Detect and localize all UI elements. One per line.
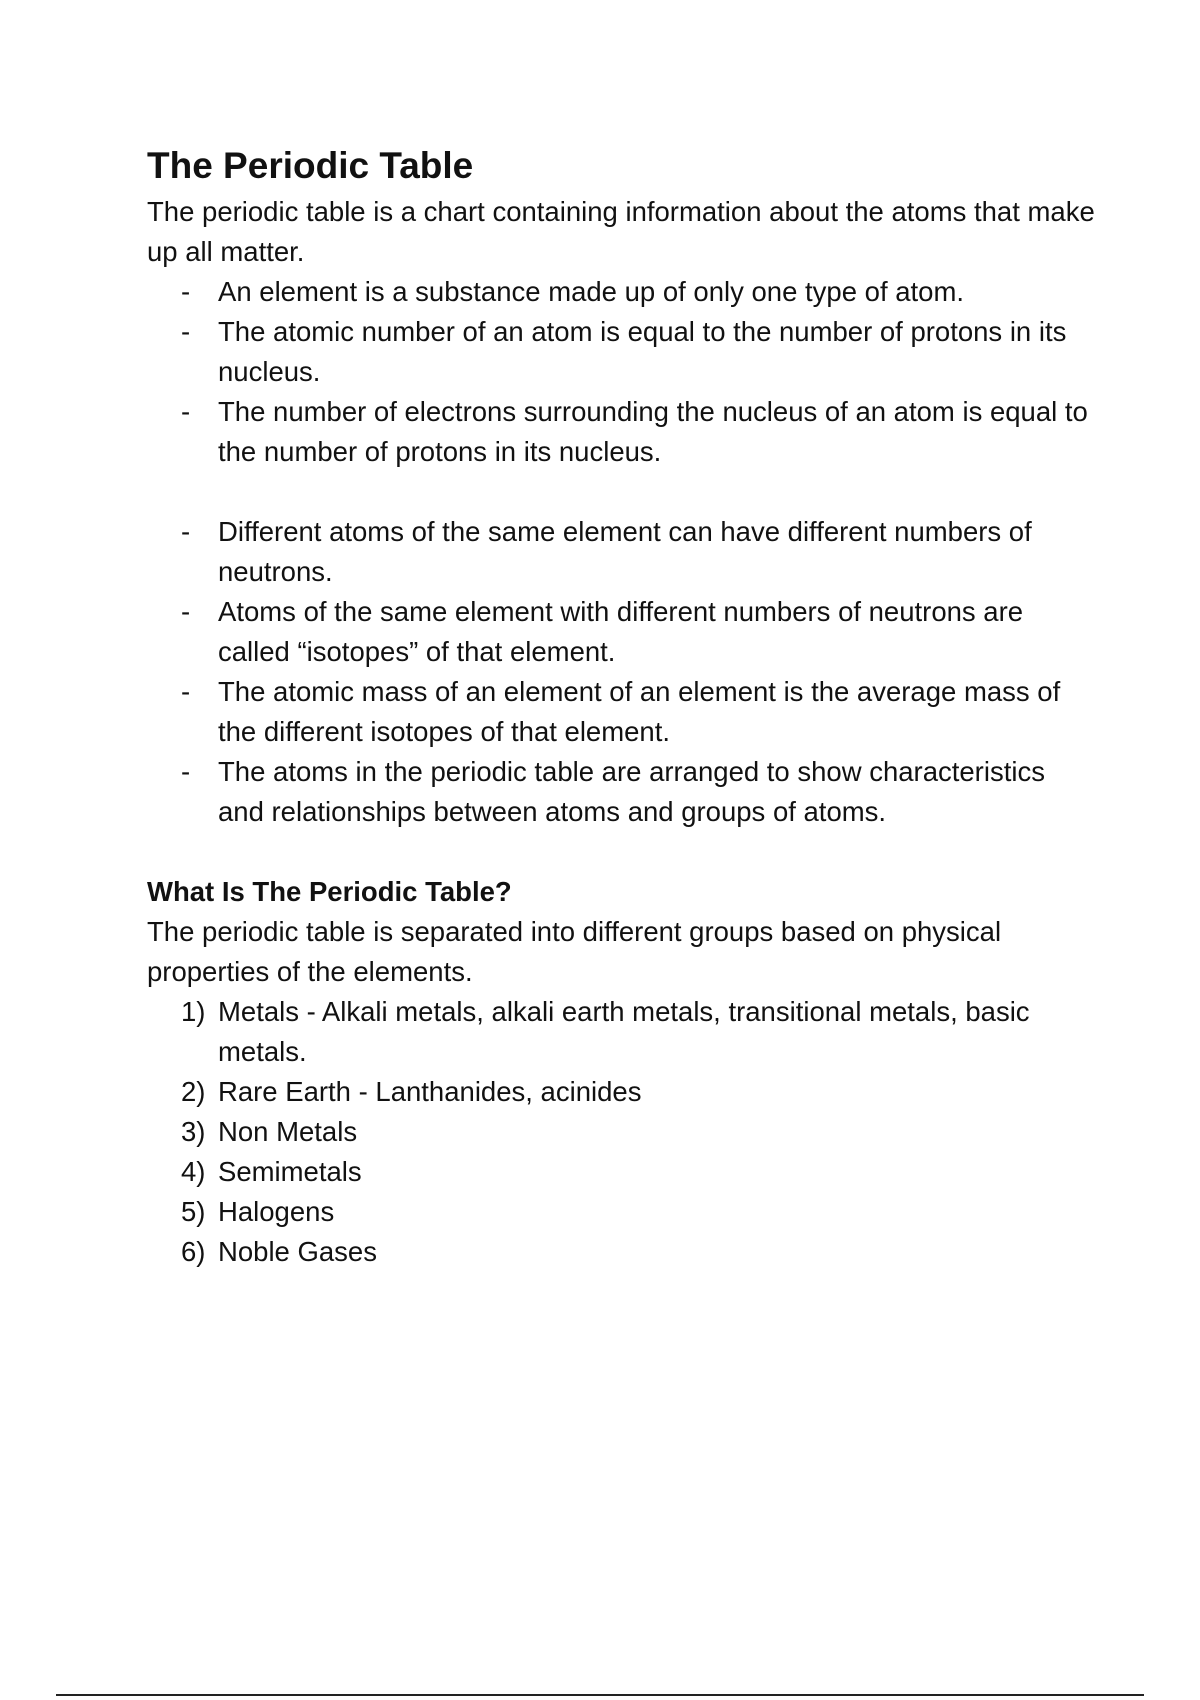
dash-marker: - <box>181 676 191 707</box>
list-item-text: Different atoms of the same element can have different numbers of neutrons. <box>218 516 1032 587</box>
dash-marker: - <box>181 516 191 547</box>
dash-marker: - <box>181 396 191 427</box>
list-item <box>147 392 1097 472</box>
dash-marker: - <box>181 276 191 307</box>
list-item-text: The number of electrons surrounding the nucleus of an atom is equal to the number of protons in its nucleus. <box>218 396 1088 467</box>
page-title: The Periodic Table <box>147 145 474 186</box>
list-item <box>147 672 1097 752</box>
list-item-text: An element is a substance made up of only one type of atom. <box>218 276 965 307</box>
dash-marker: - <box>181 596 191 627</box>
list-item <box>147 1072 1097 1112</box>
list-item-text: Non Metals <box>218 1116 358 1147</box>
list-item <box>147 1112 1097 1152</box>
bullet-list-2 <box>147 512 1097 832</box>
dash-marker: - <box>181 756 191 787</box>
list-item <box>147 592 1097 672</box>
numbered-list <box>147 992 1097 1272</box>
list-item-text: The atomic number of an atom is equal to the number of protons in its nucleus. <box>218 316 1067 387</box>
list-number: 1) <box>181 996 206 1027</box>
list-item-text: The atoms in the periodic table are arranged to show characteristics and relationships between atoms and groups of atoms. <box>218 756 1045 827</box>
list-item <box>147 752 1097 832</box>
intro-paragraph: The periodic table is a chart containing information about the atoms that make up all matter. <box>147 196 1095 267</box>
list-number: 5) <box>181 1196 206 1227</box>
page-bottom-rule <box>56 1694 1144 1696</box>
list-item-text: Metals - Alkali metals, alkali earth metals, transitional metals, basic metals. <box>218 996 1030 1067</box>
list-item <box>147 512 1097 592</box>
list-item <box>147 272 1097 312</box>
dash-marker: - <box>181 316 191 347</box>
list-number: 3) <box>181 1116 206 1147</box>
list-item <box>147 1232 1097 1272</box>
list-item-text: Halogens <box>218 1196 335 1227</box>
list-item-text: Semimetals <box>218 1156 362 1187</box>
list-item-text: Noble Gases <box>218 1236 377 1267</box>
list-number: 6) <box>181 1236 206 1267</box>
list-item <box>147 1152 1097 1192</box>
section-heading: What Is The Periodic Table? <box>147 876 512 907</box>
bullet-list-1 <box>147 272 1097 472</box>
spacer <box>147 832 1097 872</box>
document-page <box>147 142 1097 1272</box>
list-item-text: The atomic mass of an element of an element is the average mass of the different isotopes of that element. <box>218 676 1061 747</box>
list-number: 2) <box>181 1076 206 1107</box>
list-item <box>147 992 1097 1072</box>
list-item-text: Atoms of the same element with different numbers of neutrons are called “isotopes” of that element. <box>218 596 1024 667</box>
list-item-text: Rare Earth - Lanthanides, acinides <box>218 1076 642 1107</box>
section-intro-paragraph: The periodic table is separated into different groups based on physical properties of the elements. <box>147 916 1002 987</box>
list-number: 4) <box>181 1156 206 1187</box>
list-item <box>147 1192 1097 1232</box>
spacer <box>147 472 1097 512</box>
list-item <box>147 312 1097 392</box>
